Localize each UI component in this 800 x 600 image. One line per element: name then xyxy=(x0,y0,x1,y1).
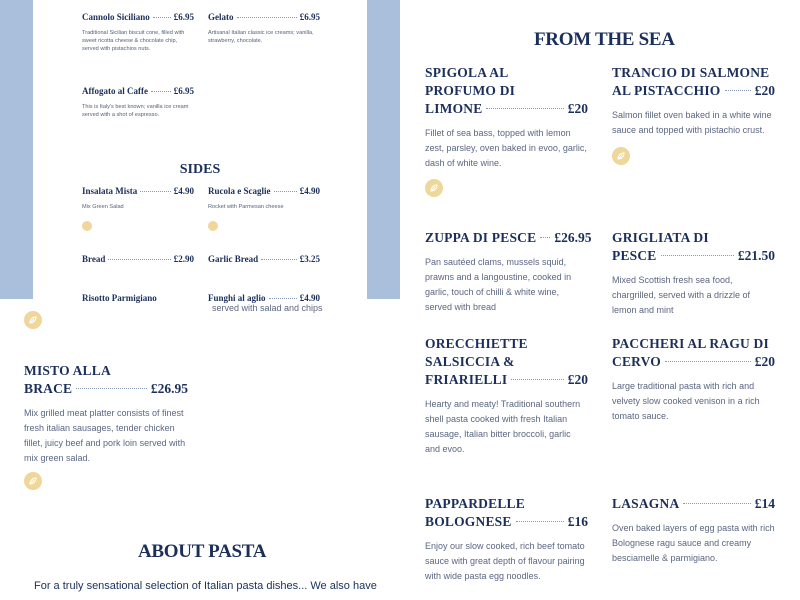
mini-item-desc: Rocket with Parmesan cheese xyxy=(208,204,284,210)
item-title: GRIGLIATA DI xyxy=(612,230,709,245)
overflow-desc-text: served with salad and chips xyxy=(212,303,323,313)
item-price: £20 xyxy=(567,101,588,116)
item-price: £14 xyxy=(754,496,775,511)
mini-side-funghi xyxy=(208,293,320,303)
mini-item-name: Garlic Bread xyxy=(208,254,259,264)
item-desc: Mixed Scottish fresh sea food, chargrilled, served with a drizzle of lemon and mint xyxy=(612,275,751,315)
menu-item-zuppa-di-pesce xyxy=(425,229,592,312)
item-price: £20 xyxy=(567,372,588,387)
item-desc: Large traditional pasta with rich and velvety slow cooked venison in a rich tomato sauce. xyxy=(612,381,760,421)
mini-side-insalata xyxy=(82,186,194,211)
leaf-icon xyxy=(24,311,42,329)
leaf-icon xyxy=(612,147,630,165)
item-desc: Fillet of sea bass, topped with lemon zest, parsley, oven baked in evoo, garlic, dash of white wine. xyxy=(425,128,587,168)
menu-item-spigola xyxy=(425,64,588,171)
item-title-last: BOLOGNESE xyxy=(425,514,512,529)
mini-item-name: Funghi al aglio xyxy=(208,293,266,303)
item-title: ORECCHIETTE xyxy=(425,336,528,351)
item-title-last: PESCE xyxy=(612,248,657,263)
mini-side-garlic-bread xyxy=(208,254,320,264)
mini-item-price: £4.90 xyxy=(299,186,320,196)
item-title-last: ZUPPA DI PESCE xyxy=(425,230,537,245)
item-price: £20 xyxy=(754,83,775,98)
mini-item-name: Insalata Mista xyxy=(82,186,138,196)
mini-item-name: Risotto Parmigiano xyxy=(82,293,157,303)
item-title: PACCHERI AL RAGU DI xyxy=(612,336,769,351)
menu-item-pappardelle xyxy=(425,495,588,584)
leaf-icon xyxy=(425,179,443,197)
mini-item-affogato xyxy=(82,86,194,119)
item-title-last: BRACE xyxy=(24,381,73,396)
menu-item-paccheri xyxy=(612,335,775,424)
embedded-menu-image xyxy=(0,0,400,303)
item-desc: Pan sautéed clams, mussels squid, prawns and a langoustine, cooked in garlic, touch of chilli & white wine, served with bread xyxy=(425,257,572,312)
mini-item-price: £4.90 xyxy=(173,186,194,196)
mini-item-price: £6.95 xyxy=(299,12,320,22)
mini-item-price: £2.90 xyxy=(173,254,194,264)
item-desc: Mix grilled meat platter consists of finest fresh italian sausages, tender chicken fillet, juicy beef and pork loin served with mix green salad. xyxy=(24,408,186,463)
menu-item-misto-alla-brace xyxy=(24,362,188,466)
mini-item-desc: Artisanal Italian classic ice creams; vanilla, strawberry, chocolate. xyxy=(208,30,314,44)
item-price: £20 xyxy=(754,354,775,369)
mini-side-rucola xyxy=(208,186,320,211)
about-pasta-heading: ABOUT PASTA xyxy=(138,541,267,562)
mini-side-bread xyxy=(82,254,194,264)
menu-item-trancio-di-salmone xyxy=(612,64,775,138)
mini-item-desc: This is Italy's best known; vanilla ice cream served with a shot of espresso. xyxy=(82,104,189,118)
mini-item-cannolo xyxy=(82,12,194,53)
item-title-last: LASAGNA xyxy=(612,496,680,511)
about-pasta-text: For a truly sensational selection of Italian pasta dishes... We also have xyxy=(34,580,377,592)
item-desc: Salmon fillet oven baked in a white wine sauce and topped with pistachio crust. xyxy=(612,110,772,135)
veg-icon xyxy=(82,221,92,231)
item-title-last: AL PISTACCHIO xyxy=(612,83,721,98)
item-price: £26.95 xyxy=(554,230,592,245)
mini-item-price: £6.95 xyxy=(173,12,194,22)
mini-item-price: £4.90 xyxy=(299,293,320,303)
item-title: SPIGOLA AL xyxy=(425,65,509,80)
item-title-last: CERVO xyxy=(612,354,662,369)
mini-item-name: Affogato al Caffe xyxy=(82,86,148,96)
mini-item-price: £6.95 xyxy=(173,86,194,96)
mini-item-desc: Traditional Sicilian biscuit cone, filled with sweet ricotta cheese & chocolate chip, served with pistachios nuts. xyxy=(82,30,185,52)
item-desc: Hearty and meaty! Traditional southern shell pasta cooked with fresh Italian sausage, Italian bitter broccoli, garlic and evoo. xyxy=(425,399,581,454)
sides-heading: SIDES xyxy=(179,162,221,177)
mini-item-name: Gelato xyxy=(208,12,234,22)
item-title: TRANCIO DI SALMONE xyxy=(612,65,770,80)
mini-side-risotto xyxy=(82,293,194,303)
menu-item-grigliata-di-pesce xyxy=(612,229,775,318)
mini-item-gelato xyxy=(208,12,320,45)
item-title: SALSICCIA & xyxy=(425,354,515,369)
menu-item-orecchiette xyxy=(425,335,588,457)
from-the-sea-heading: FROM THE SEA xyxy=(534,29,675,50)
leaf-icon xyxy=(24,472,42,490)
menu-item-lasagna xyxy=(612,495,775,566)
item-desc: Oven baked layers of egg pasta with rich Bolognese ragu sauce and creamy besciamelle & parmigiano. xyxy=(612,523,775,563)
mini-item-name: Bread xyxy=(82,254,106,264)
item-title-last: FRIARIELLI xyxy=(425,372,508,387)
item-price: £26.95 xyxy=(150,381,188,396)
mini-item-name: Cannolo Siciliano xyxy=(82,12,150,22)
item-title: PROFUMO DI xyxy=(425,83,516,98)
item-title: MISTO ALLA xyxy=(24,363,111,378)
mini-item-name: Rucola e Scaglie xyxy=(208,186,271,196)
item-price: £21.50 xyxy=(737,248,775,263)
item-price: £16 xyxy=(567,514,588,529)
veg-icon xyxy=(208,221,218,231)
mini-item-price: £3.25 xyxy=(299,254,320,264)
item-title-last: LIMONE xyxy=(425,101,483,116)
item-desc: Enjoy our slow cooked, rich beef tomato sauce with great depth of flavour pairing with wide pasta egg noodles. xyxy=(425,541,585,581)
item-title: PAPPARDELLE xyxy=(425,496,525,511)
mini-item-desc: Mix Green Salad xyxy=(82,204,124,210)
